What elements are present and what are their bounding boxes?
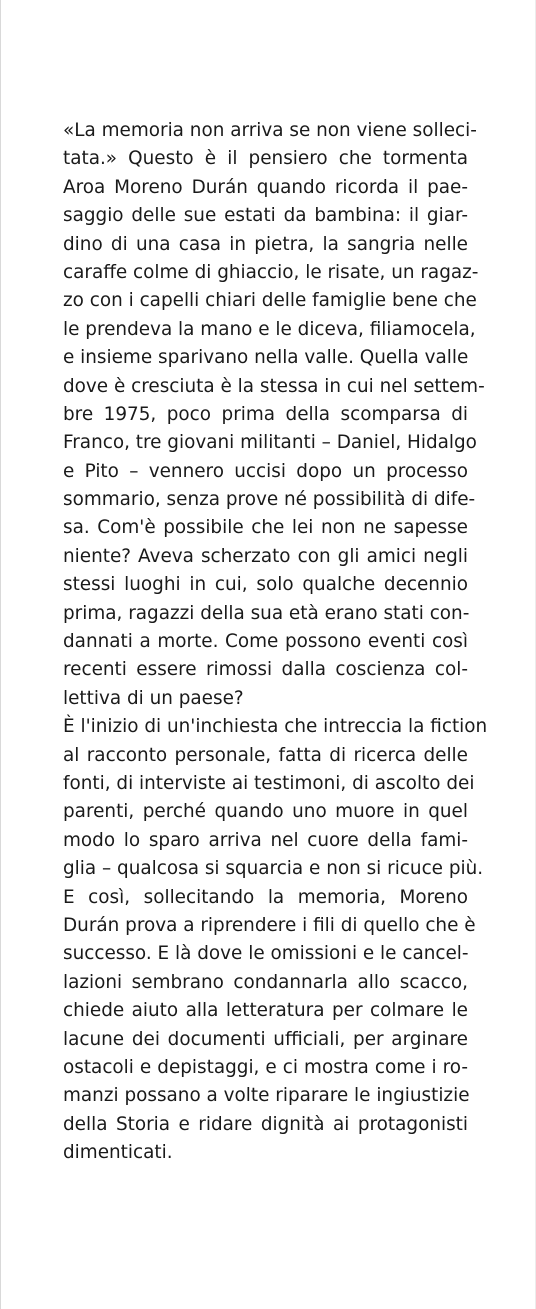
text-line: stessi luoghi in cui, solo qualche decennio [63, 574, 468, 596]
text-line: lazioni sembrano condannarla allo scacco, [63, 971, 468, 993]
text-line: e insieme sparivano nella valle. Quella valle [63, 347, 469, 369]
page-edge-left [0, 0, 1, 1309]
text-line: bre 1975, poco prima della scomparsa di [63, 403, 468, 425]
text-line: recenti essere rimossi dalla coscienza col- [63, 659, 468, 681]
text-line: sommario, senza prove né possibilità di dife- [63, 489, 476, 511]
text-line: saggio delle sue estati da bambina: il giar- [63, 205, 468, 227]
text-line: manzi possano a volte riparare le ingiustizie [63, 1085, 470, 1107]
paragraph-2 [63, 713, 488, 1167]
text-line: caraffe colme di ghiaccio, le risate, un ragaz- [63, 261, 479, 283]
text-line: dino di una casa in pietra, la sangria nelle [63, 233, 468, 255]
text-line: modo lo sparo arriva nel cuore della fami- [63, 829, 468, 851]
text-line: della Storia e ridare dignità ai protagonisti [63, 1113, 468, 1135]
text-line: prima, ragazzi della sua età erano stati con- [63, 602, 470, 624]
paragraph-1 [63, 117, 485, 713]
text-line: «La memoria non arriva se non viene solleci- [63, 120, 477, 141]
book-blurb-text [63, 117, 488, 1167]
text-line: dannati a morte. Come possono eventi così [63, 631, 468, 653]
text-line: Franco, tre giovani militanti – Daniel, Hidalgo [63, 432, 477, 454]
text-line: e Pito – vennero uccisi dopo un processo [63, 460, 468, 482]
text-line: dove è cresciuta è la stessa in cui nel settem- [63, 375, 485, 397]
text-line: E così, sollecitando la memoria, Moreno [63, 886, 468, 908]
text-line: glia – qualcosa si squarcia e non si ricuce più. [63, 858, 484, 880]
text-line: sa. Com'è possibile che lei non ne sapesse [63, 517, 468, 539]
text-line: al racconto personale, fatta di ricerca delle [63, 744, 468, 766]
text-line: È l'inizio di un'inchiesta che intreccia la fiction [63, 716, 488, 738]
text-line: lettiva di un paese? [63, 687, 244, 709]
text-line: niente? Aveva scherzato con gli amici negli [63, 545, 468, 567]
text-line: tata.» Questo è il pensiero che tormenta [63, 148, 468, 170]
text-line: parenti, perché quando uno muore in quel [63, 801, 468, 823]
text-line: dimenticati. [63, 1142, 173, 1164]
text-line: zo con i capelli chiari delle famiglie bene che [63, 290, 477, 312]
text-line: Durán prova a riprendere i fili di quello che è [63, 914, 476, 936]
text-line: ostacoli e depistaggi, e ci mostra come i ro- [63, 1056, 468, 1078]
text-line: Aroa Moreno Durán quando ricorda il pae- [63, 176, 468, 198]
text-line: chiede aiuto alla letteratura per colmare le [63, 1000, 468, 1022]
text-line: successo. E là dove le omissioni e le cancel- [63, 943, 469, 965]
text-line: le prendeva la mano e le diceva, filiamocela, [63, 318, 476, 340]
text-line: fonti, di interviste ai testimoni, di ascolto dei [63, 772, 475, 794]
text-line: lacune dei documenti ufficiali, per arginare [63, 1028, 468, 1050]
